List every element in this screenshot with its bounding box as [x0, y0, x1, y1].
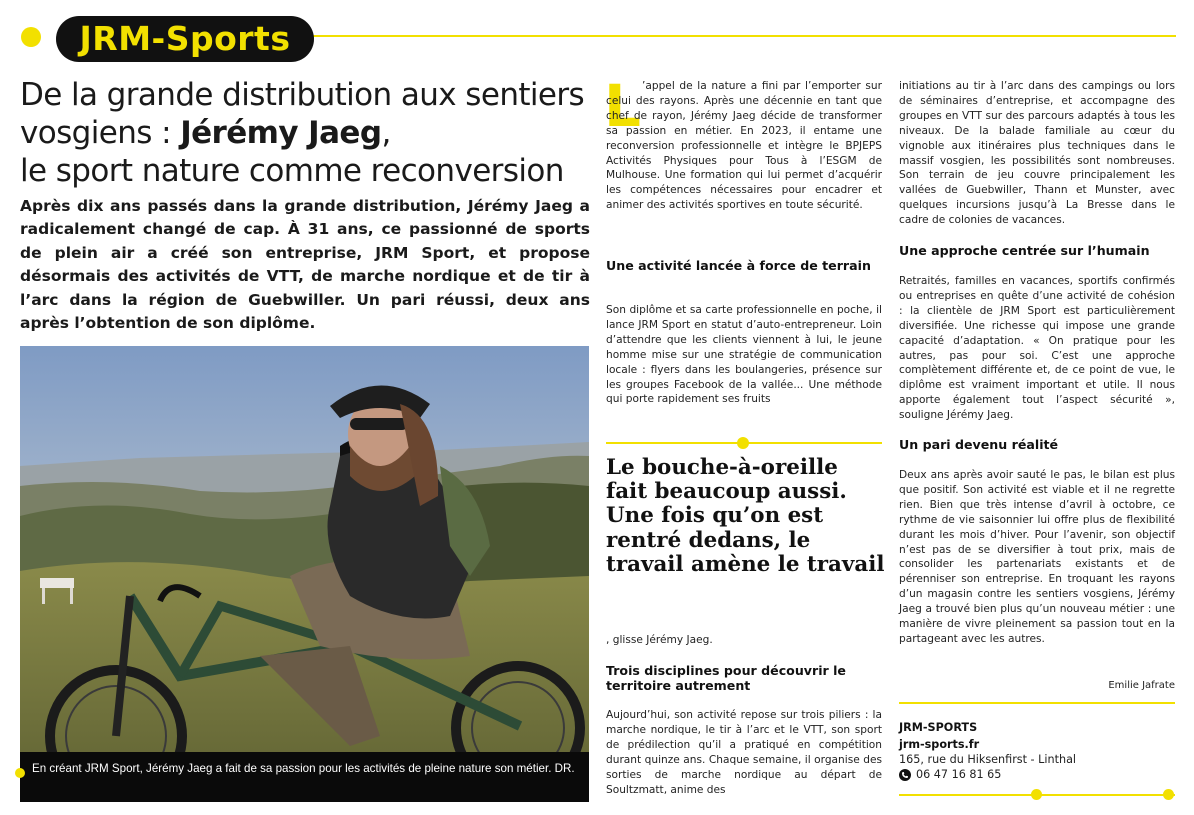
quote-attribution: , glisse Jérémy Jaeg. [606, 634, 713, 646]
brand-badge: JRM-Sports [56, 16, 314, 62]
photo-caption [20, 752, 589, 802]
article-photo [20, 346, 589, 800]
contact-dot-2 [1163, 789, 1174, 800]
col3-para1: initiations au tir à l’arc dans des campings ou lors de séminaires d’entreprise, et accompagne des groupes en VTT sur des parcours adaptés à tous les niveaux. De la balade familiale au cœur du vignoble aux itinéraires plus techniques dans le massif vosgien, les possibilités sont nombreuses. Son terrain de jeu couvre principalement les vallées de Guebwiller, Thann et Munster, avec quelques incursions jusqu’à La Bresse dans le cadre de colonies de vacances. [899, 80, 1175, 227]
contact-rule-top [899, 702, 1175, 704]
drop-cap: L [604, 72, 641, 140]
article-title [20, 76, 600, 190]
title-part1: De la grande distribution aux sentiers vosgiens : [20, 77, 585, 151]
caption-dot [15, 768, 25, 778]
title-line3: le sport nature comme reconversion [20, 153, 564, 189]
col2-para1-text: ’appel de la nature a fini par l’emporter sur celui des rayons. Après une décennie en tant que chef de rayon, Jérémy Jaeg décide de transformer sa passion en métier. En 2023, il entame une reconversion professionnelle et intègre le BPJEPS Activités Physiques pour Tous à l’ESGM de Mulhouse. Une formation qui lui permet d’acquérir les compétences nécessaires pour encadrer et animer des activités sportives en toute sécurité. [606, 80, 882, 212]
col2-para2: Son diplôme et sa carte professionnelle en poche, il lance JRM Sport en statut d’auto-entrepreneur. Loin d’attendre que les clients viennent à lui, le jeune homme mise sur une stratégie de communication locale : flyers dans les boulangeries, présence sur les groupes Facebook de la vallée... Une méthode qui porte rapidement ses fruits [606, 304, 882, 406]
col3-subhead2: Un pari devenu réalité [899, 437, 1059, 452]
contact-dot-1 [1031, 789, 1042, 800]
col2-subhead1: Une activité lancée à force de terrain [606, 258, 871, 273]
contact-website[interactable]: jrm-sports.fr [899, 738, 980, 751]
header-dot [21, 27, 41, 47]
pull-quote: Le bouche-à-oreille fait beaucoup aussi. Une fois qu’on est rentré dedans, le travail amène le travail [606, 455, 885, 577]
col3-para3: Deux ans après avoir sauté le pas, le bilan est plus que positif. Son activité est viable et il ne regrette rien. Bien que très intense d’avril à octobre, ce rythme de vie saisonnier lui offre plus de flexibilité durant les mois d’hiver. Pour l’avenir, son objectif n’est pas de se diversifier à tout prix, mais de consolider les partenariats existants et de pérenniser son entreprise. En troquant les rayons d’un magasin contre les sentiers vosgiens, Jérémy Jaeg a trouvé bien plus qu’un nouveau métier : une manière de vivre pleinement sa passion tout en la partageant avec les autres. [899, 469, 1175, 645]
contact-name: JRM-SPORTS [899, 721, 978, 734]
caption-text: En créant JRM Sport, Jérémy Jaeg a fait de sa passion pour les activités de pleine nature son métier. DR. [32, 762, 575, 775]
contact-address: 165, rue du Hiksenfirst - Linthal [899, 753, 1077, 766]
title-part2: , [381, 115, 391, 151]
quote-dot [737, 437, 749, 449]
author-name: Emilie Jafrate [1108, 680, 1175, 691]
col2-para1 [604, 72, 882, 213]
phone-icon [899, 769, 911, 781]
col2-para3: Aujourd’hui, son activité repose sur trois piliers : la marche nordique, le tir à l’arc et le VTT, son sport de prédilection qu’il a pratiqué en compétition durant quinze ans. Chaque semaine, il organise des sorties de marche nordique au départ de Soultzmatt, anime des [606, 709, 882, 796]
contact-phone: 06 47 16 81 65 [916, 768, 1002, 781]
col3-subhead1: Une approche centrée sur l’humain [899, 243, 1150, 258]
col2-subhead2: Trois disciplines pour découvrir le territoire autrement [606, 663, 846, 693]
col3-para2: Retraités, familles en vacances, sportifs confirmés ou entreprises en quête d’une activité de cohésion : la clientèle de JRM Sport est particulièrement diversifiée. Une richesse qui impose une grande capacité d’adaptation. « On pratique pour les autres, pas pour soi. C’est une approche complètement différente et, de ce point de vue, le diplôme est vraiment important et utile. Il nous apporte également tout l’aspect sécurité », souligne Jérémy Jaeg. [899, 275, 1175, 422]
title-name: Jérémy Jaeg [180, 115, 382, 151]
article-lead: Après dix ans passés dans la grande distribution, Jérémy Jaeg a radicalement changé de cap. À 31 ans, ce passionné de sports de plein air a créé son entreprise, JRM Sport, et propose désormais des activités de VTT, de marche nordique et de tir à l’arc dans la région de Guebwiller. Un pari réussi, deux ans après l’obtention de son diplôme. [20, 197, 590, 333]
header-rule [300, 35, 1176, 37]
contact-phone-row[interactable] [899, 768, 1001, 781]
